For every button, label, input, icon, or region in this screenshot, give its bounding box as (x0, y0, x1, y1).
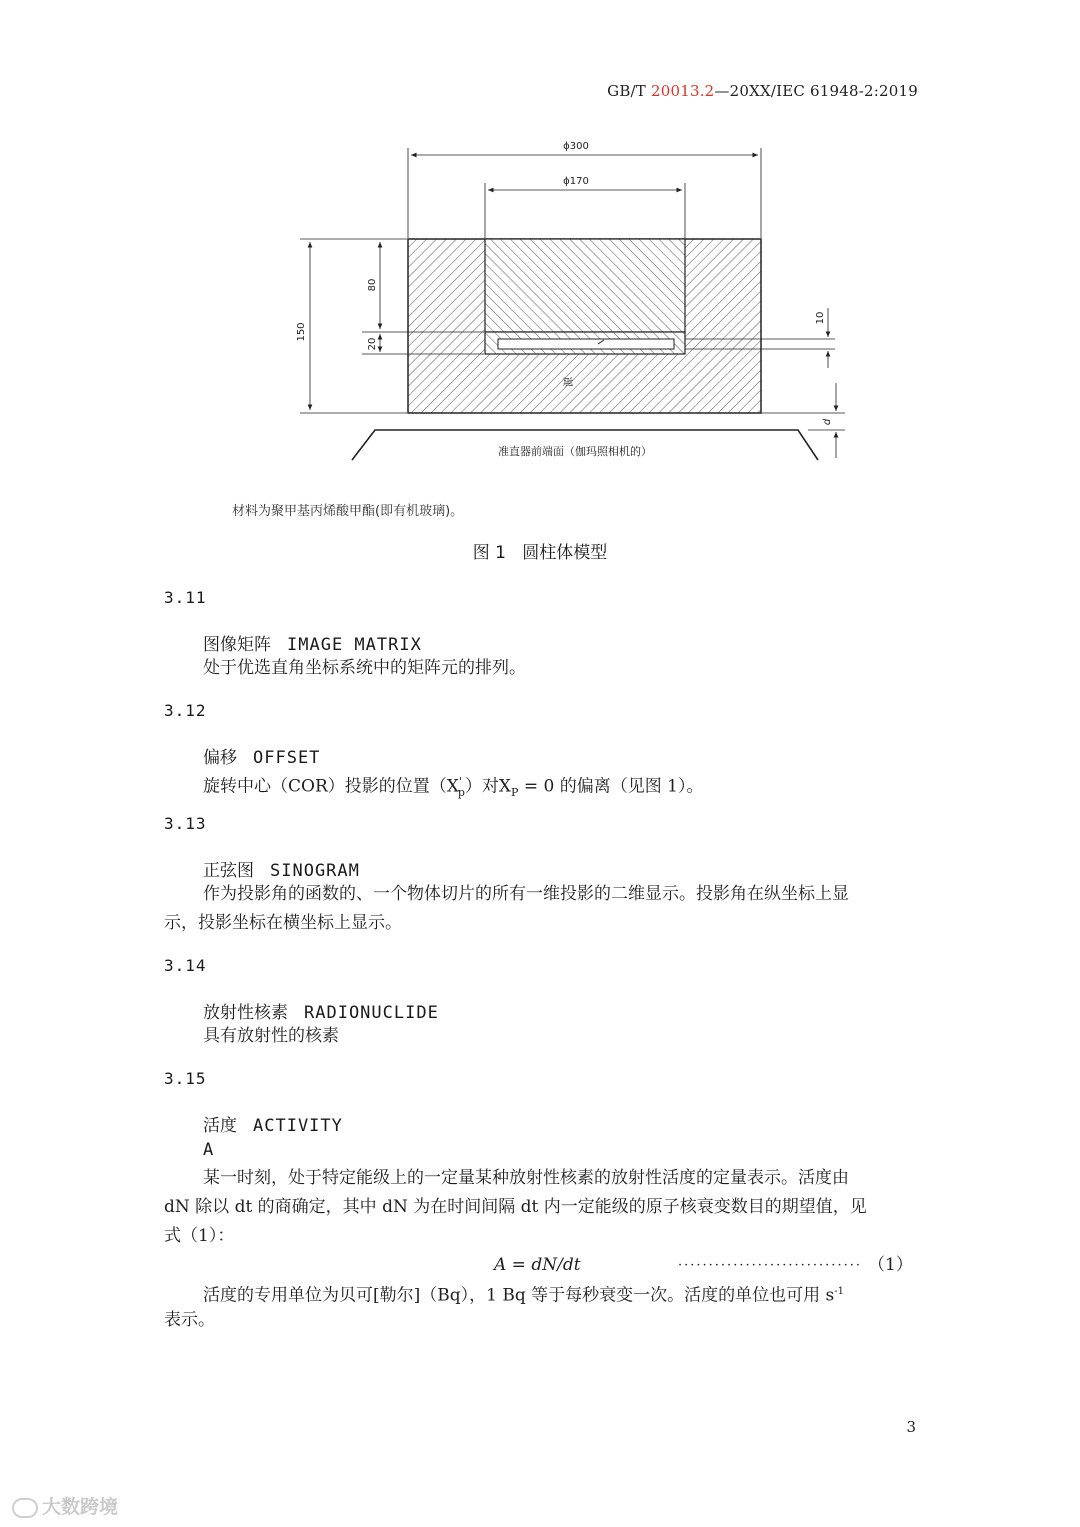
term-en: OFFSET (253, 748, 321, 768)
standard-number-highlight: 20013.2 (650, 82, 715, 100)
figure-number: 图 1 (472, 543, 506, 563)
offset-def-part2: ）对X (464, 776, 512, 797)
formula: A = dN/dt (494, 1255, 581, 1275)
activity-unit-line2: 表示。 (164, 1310, 215, 1330)
depth-lower-label: 20 (367, 337, 378, 351)
inner-diameter-label: ϕ170 (563, 176, 589, 187)
formula-number: （1） (868, 1255, 913, 1275)
term-en: IMAGE MATRIX (287, 635, 422, 655)
figure-title: 圆柱体模型 (522, 543, 608, 563)
activity-def-line3: 式（1）： (164, 1226, 235, 1246)
term-heading (203, 743, 320, 768)
term-definition-line1: 作为投影角的函数的、一个物体切片的所有一维投影的二维显示。投影角在纵坐标上显 (203, 884, 849, 904)
activity-def-line2: dN 除以 dt 的商确定，其中 dN 为在时间间隔 dt 内一定能级的原子核衰变数目的期望值，见 (164, 1197, 867, 1217)
term-definition: 处于优选直角坐标系统中的矩阵元的排列。 (203, 658, 526, 678)
clause-number: 3.12 (164, 701, 207, 720)
term-cn: 偏移 (203, 748, 237, 768)
thickness-label: 10 (815, 311, 826, 325)
standard-code (607, 82, 918, 100)
term-heading (203, 1111, 343, 1136)
standard-suffix: —20XX/IEC 61948-2:2019 (714, 82, 918, 100)
term-heading (203, 856, 360, 881)
cylinder-phantom-diagram (280, 128, 860, 473)
page-number: 3 (906, 1418, 916, 1436)
watermark-logo-icon (12, 1498, 38, 1518)
depth-upper-label: 80 (367, 278, 378, 292)
offset-def-sub2: P (511, 786, 519, 800)
activity-def-line1: 某一时刻，处于特定能级上的一定量某种放射性核素的放射性活度的定量表示。活度由 (203, 1168, 849, 1188)
distance-label: d (822, 418, 833, 426)
formula-leader-dots: ······························ (678, 1258, 862, 1273)
collimator-label: 准直器前端面（伽玛照相机的） (498, 445, 652, 458)
term-definition: 具有放射性的核素 (203, 1026, 339, 1046)
figure-caption (0, 538, 1080, 563)
term-cn: 正弦图 (203, 861, 254, 881)
offset-def-part3: = 0 的偏离（见图 1）。 (518, 776, 704, 797)
offset-def-prime: ' (458, 775, 462, 788)
clause-number: 3.11 (164, 588, 207, 607)
standard-prefix: GB/T (607, 82, 647, 100)
term-heading (203, 998, 439, 1023)
term-heading (203, 630, 422, 655)
clause-number: 3.13 (164, 814, 207, 833)
activity-unit-line1 (203, 1277, 844, 1311)
clause-number: 3.15 (164, 1069, 207, 1088)
term-en: SINOGRAM (270, 861, 360, 881)
term-cn: 放射性核素 (203, 1003, 288, 1023)
term-symbol: A (203, 1140, 214, 1160)
source-slot (498, 339, 674, 349)
term-en: ACTIVITY (253, 1116, 343, 1136)
offset-def-part1: 旋转中心（COR）投影的位置（X (203, 776, 459, 797)
watermark-text: 大数跨境 (42, 1496, 119, 1518)
term-definition-line2: 示，投影坐标在横坐标上显示。 (164, 913, 402, 933)
outer-diameter-label: ϕ300 (563, 141, 589, 152)
figure-note: 材料为聚甲基丙烯酸甲酯(即有机玻璃)。 (232, 504, 464, 519)
activity-unit-sup: -1 (834, 1286, 845, 1297)
source-label: 源 (564, 377, 575, 387)
term-definition (203, 767, 703, 807)
term-cn: 活度 (203, 1116, 237, 1136)
term-cn: 图像矩阵 (203, 635, 271, 655)
watermark (12, 1492, 118, 1519)
activity-unit-text: 活度的专用单位为贝可[勒尔]（Bq），1 Bq 等于每秒衰变一次。活度的单位也可用 s (203, 1285, 835, 1306)
height-label: 150 (296, 322, 307, 342)
offset-def-sub: p (457, 786, 465, 800)
term-en: RADIONUCLIDE (304, 1003, 439, 1023)
clause-number: 3.14 (164, 956, 207, 975)
